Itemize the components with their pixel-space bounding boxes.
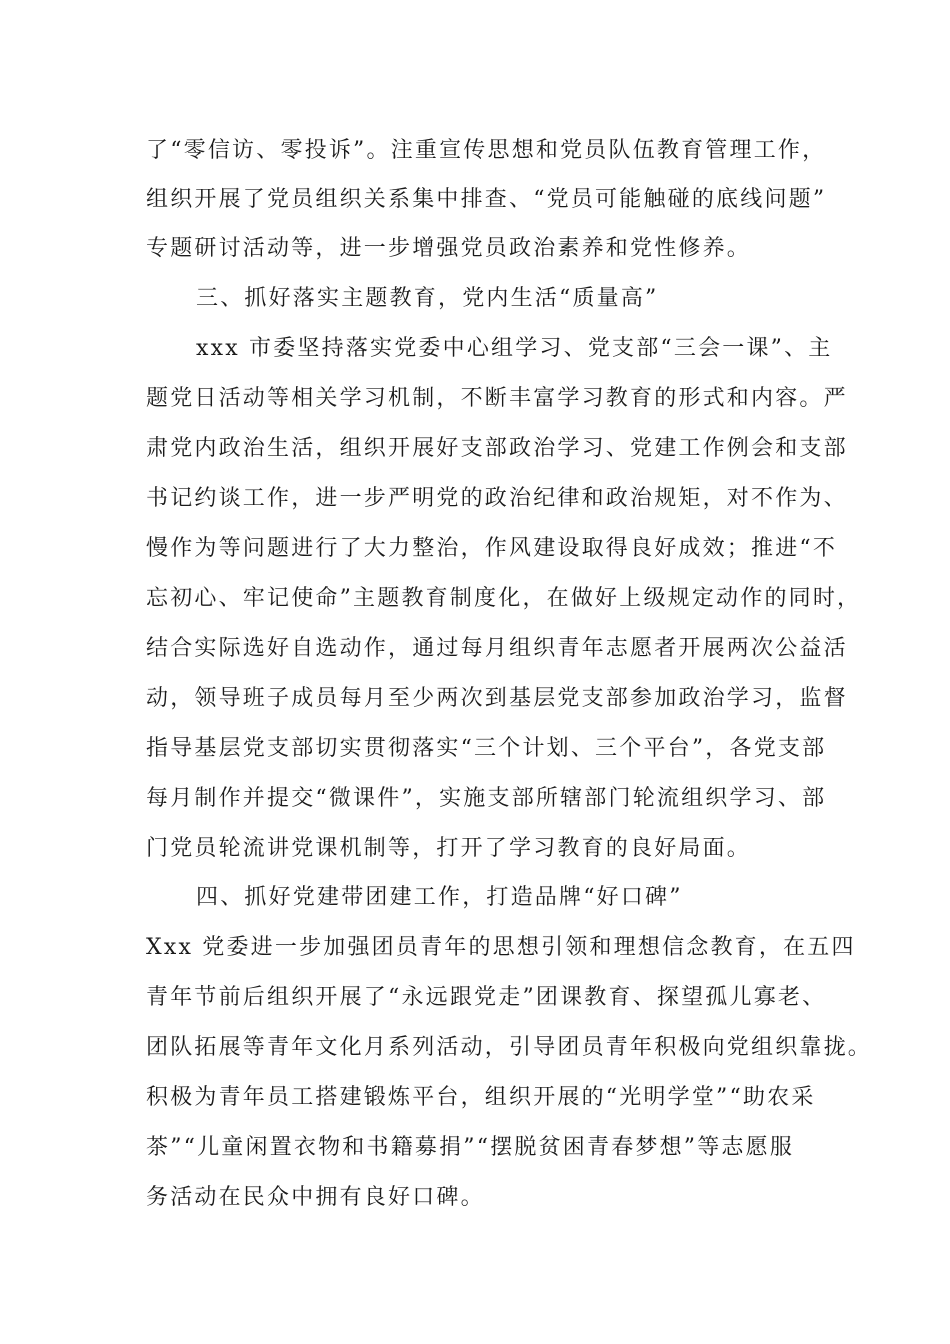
section-heading: 四、抓好党建带团建工作，打造品牌“好口碑” (196, 885, 683, 910)
section-heading: 三、抓好落实主题教育，党内生活“质量高” (196, 286, 659, 311)
text-line: 青年节前后组织开展了“永远跟党走”团课教育、探望孤儿寡老、 (146, 985, 827, 1010)
text-line: 了“零信访、零投诉”。注重宣传思想和党员队伍教育管理工作， (146, 138, 827, 163)
text-line: 组织开展了党员组织关系集中排查、“党员可能触碰的底线问题” (146, 187, 827, 212)
text-line: 专题研讨活动等，进一步增强党员政治素养和党性修养。 (146, 236, 752, 261)
text-line: 肃党内政治生活，组织开展好支部政治学习、党建工作例会和支部 (146, 436, 848, 461)
text-line: 题党日活动等相关学习机制，不断丰富学习教育的形式和内容。严 (146, 386, 848, 411)
text-line: 每月制作并提交“微课件”，实施支部所辖部门轮流组织学习、部 (146, 786, 827, 811)
text-line: 慢作为等问题进行了大力整治，作风建设取得良好成效；推进“不 (146, 536, 838, 561)
text-line: 指导基层党支部切实贯彻落实“三个计划、三个平台”，各党支部 (146, 736, 827, 761)
text-line: 动，领导班子成员每月至少两次到基层党支部参加政治学习，监督 (146, 686, 848, 711)
text-line: 书记约谈工作，进一步严明党的政治纪律和政治规矩，对不作为、 (146, 486, 848, 511)
text-line: 务活动在民众中拥有良好口碑。 (146, 1185, 485, 1210)
text-line: 茶”“儿童闲置衣物和书籍募捐”“摆脱贫困青春梦想”等志愿服 (146, 1135, 795, 1160)
text-line: 结合实际选好自选动作，通过每月组织青年志愿者开展两次公益活 (146, 636, 848, 661)
text-line: xxx 市委坚持落实党委中心组学习、党支部“三会一课”、主 (196, 336, 833, 361)
text-line: Xxx 党委进一步加强团员青年的思想引领和理想信念教育，在五四 (146, 935, 856, 960)
text-line: 积极为青年员工搭建锻炼平台，组织开展的“光明学堂”“助农采 (146, 1085, 816, 1110)
text-line: 忘初心、牢记使命”主题教育制度化，在做好上级规定动作的同时， (146, 586, 862, 611)
text-line: 门党员轮流讲党课机制等，打开了学习教育的良好局面。 (146, 836, 752, 861)
text-line: 团队拓展等青年文化月系列活动，引导团员青年积极向党组织靠拢。 (146, 1035, 873, 1060)
